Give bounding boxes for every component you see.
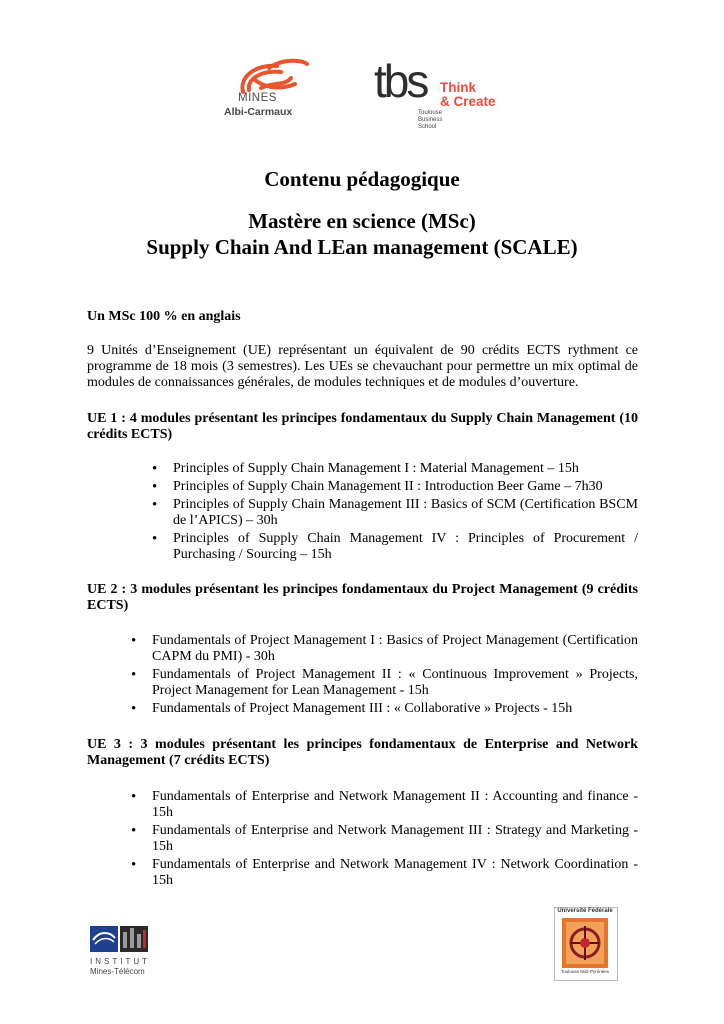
ue1-heading: UE 1 : 4 modules présentant les principes fondamentaux du Supply Chain Management (10 crédits ECTS)	[87, 411, 638, 442]
mines-name: MINES	[238, 92, 277, 104]
section-title: Contenu pédagogique	[264, 167, 460, 191]
ue1-module-list	[152, 461, 638, 565]
list-item: • Fundamentals of Enterprise and Network Management III : Strategy and Marketing - 15h	[131, 823, 638, 855]
list-item: • Fundamentals of Project Management III : « Collaborative » Projects - 15h	[131, 701, 638, 717]
universite-federale-emblem-icon	[562, 918, 608, 968]
list-item: • Fundamentals of Project Management I : Basics of Project Management (Certification CAPM du PMI) - 30h	[131, 633, 638, 665]
list-item: • Principles of Supply Chain Management II : Introduction Beer Game – 7h30	[152, 479, 638, 495]
list-item: • Principles of Supply Chain Management I : Material Management – 15h	[152, 461, 638, 477]
list-item: • Principles of Supply Chain Management III : Basics of SCM (Certification BSCM de l’APICS) – 30h	[152, 497, 638, 529]
ue2-heading: UE 2 : 3 modules présentant les principes fondamentaux du Project Management (9 crédits ECTS)	[87, 582, 638, 613]
intro-body: 9 Unités d’Enseignement (UE) représentant un équivalent de 90 crédits ECTS rythment ce programme de 18 mois (3 semestres). Les UEs se chevauchant pour permettre un mix optimal de modules de connaissances générales, de modules techniques et de modules d’ouverture.	[87, 343, 638, 390]
institut-label: INSTITUT	[90, 957, 150, 966]
tbs-fullname: Toulouse Business School	[418, 110, 443, 130]
ue3-heading: UE 3 : 3 modules présentant les principes fondamentaux de Enterprise and Network Management (7 crédits ECTS)	[87, 737, 638, 768]
tbs-logo-text: tbs	[374, 55, 427, 107]
tbs-tagline-1: Think	[440, 80, 476, 95]
universite-federale-subtitle: Toulouse Midi-Pyrénées	[560, 969, 610, 974]
list-item: • Principles of Supply Chain Management IV : Principles of Procurement / Purchasing / Sourcing – 15h	[152, 531, 638, 563]
ue2-module-list	[131, 633, 638, 719]
intro-heading: Un MSc 100 % en anglais	[87, 309, 241, 324]
mines-campus: Albi-Carmaux	[224, 106, 293, 118]
list-item: • Fundamentals of Project Management II : « Continuous Improvement » Projects, Project Management for Lean Management - 15h	[131, 667, 638, 699]
institut-mines-telecom-logo-icon	[90, 924, 150, 954]
program-title-2: Supply Chain And LEan management (SCALE)	[146, 235, 578, 259]
mines-telecom-label: Mines-Télécom	[90, 967, 145, 976]
list-item: • Fundamentals of Enterprise and Network Management II : Accounting and finance - 15h	[131, 789, 638, 821]
tbs-tagline-2: & Create	[440, 94, 496, 109]
program-title-1: Mastère en science (MSc)	[248, 209, 476, 233]
list-item: • Fundamentals of Enterprise and Network Management IV : Network Coordination - 15h	[131, 857, 638, 889]
universite-federale-title: Université Fédérale	[557, 908, 613, 914]
ue3-module-list	[131, 789, 638, 891]
